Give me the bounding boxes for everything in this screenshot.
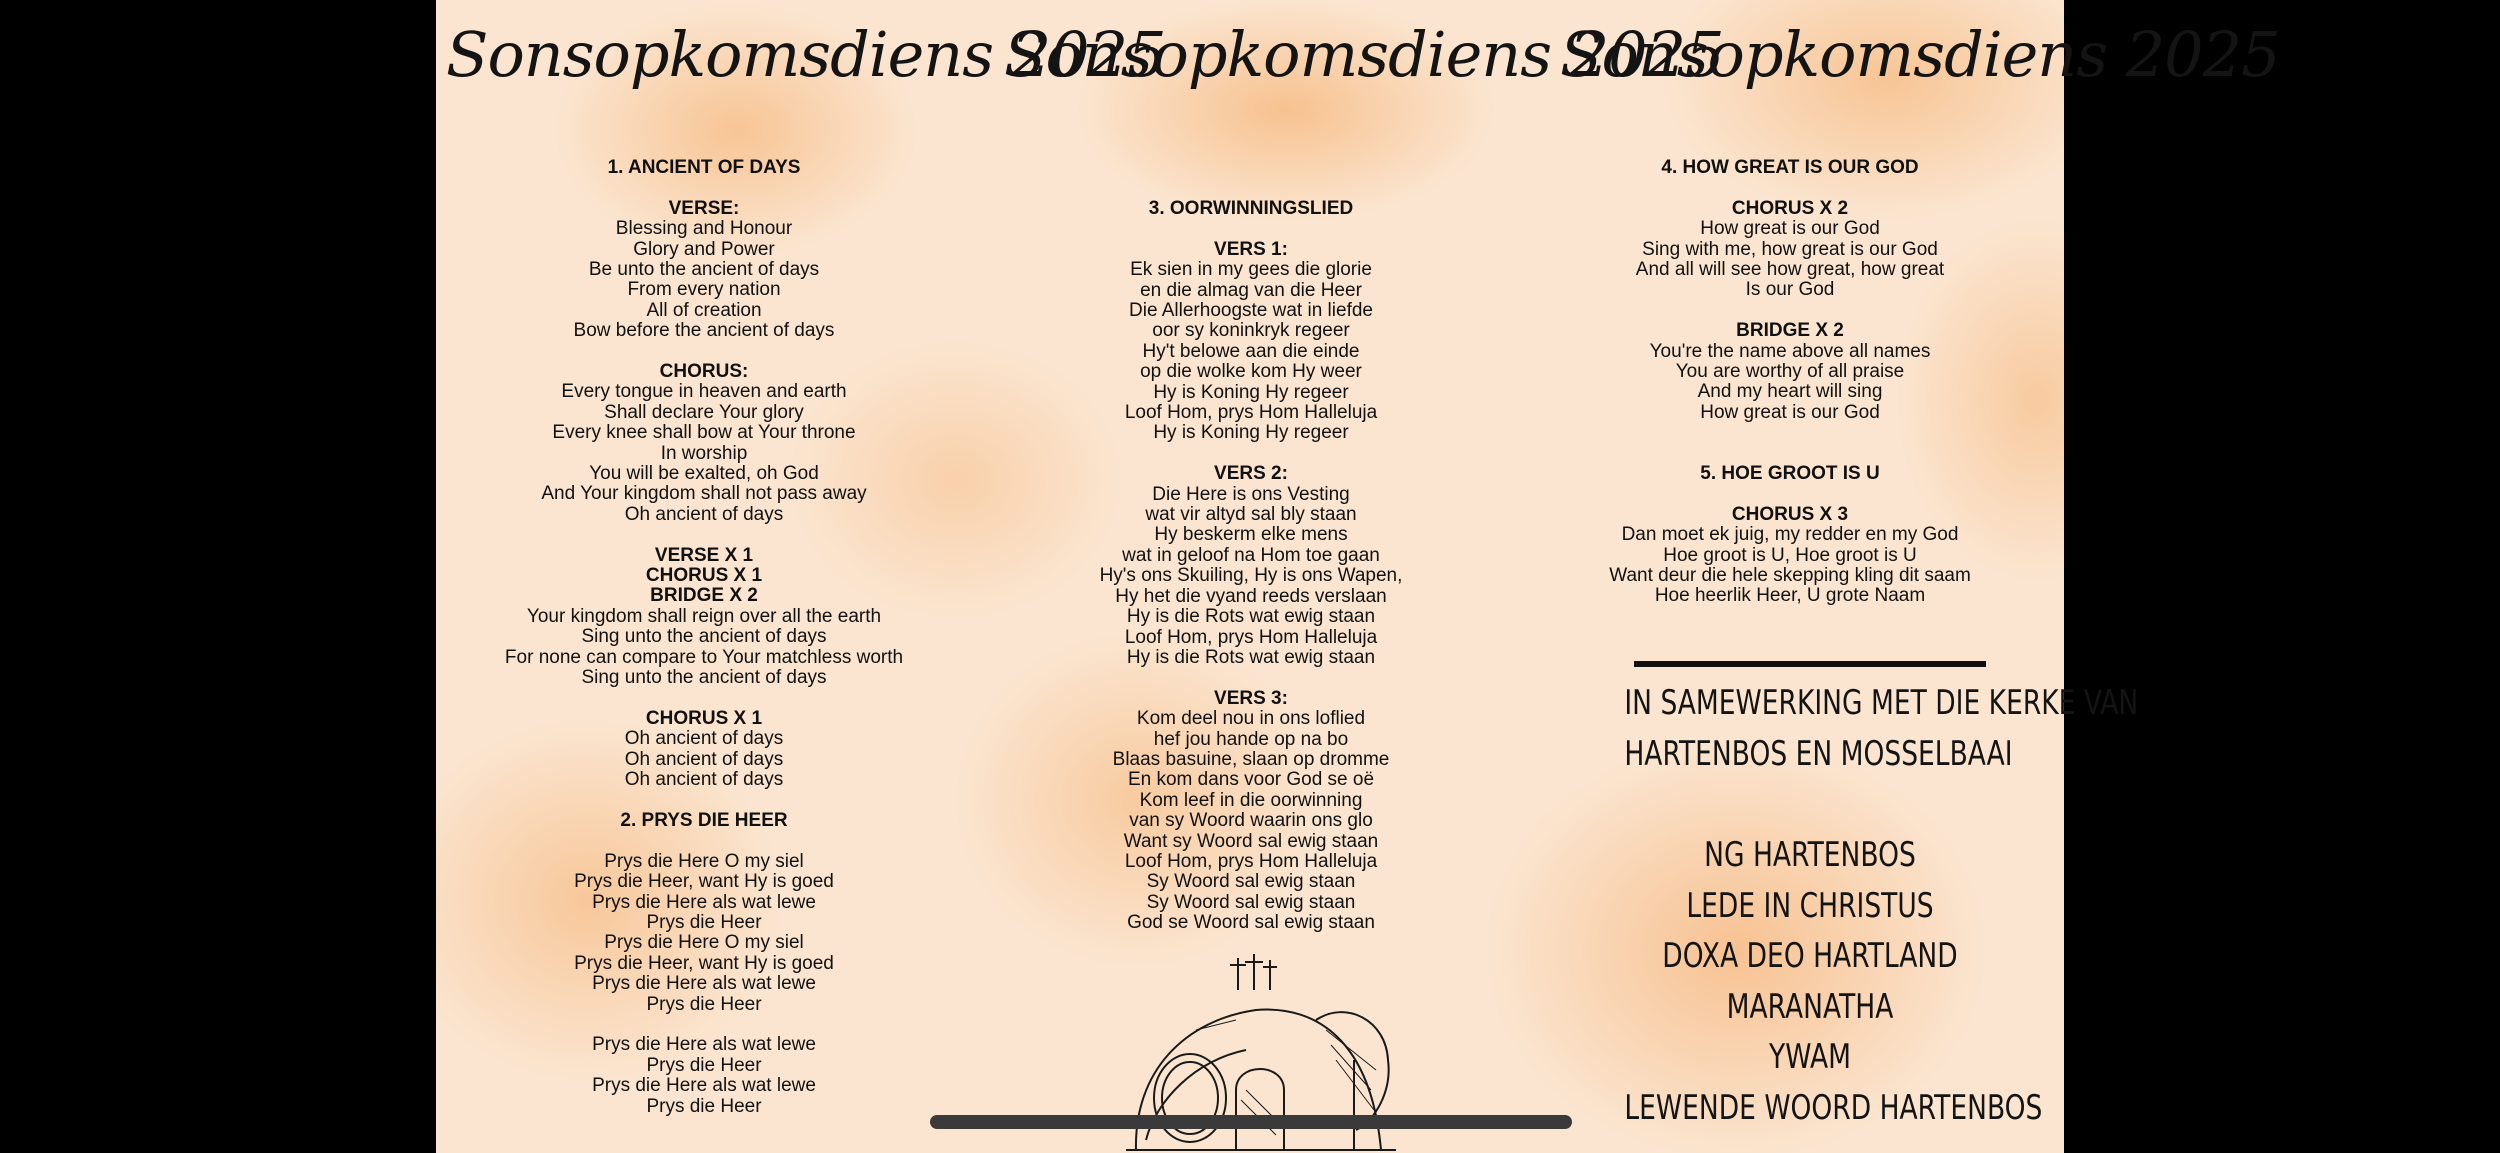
lyric-line: For none can compare to Your matchless worth [504,646,904,668]
page-title-center: Sonsopkomsdiens 2025 [1004,18,1724,91]
song-sheet [436,0,2280,1153]
lyric-line: van sy Woord waarin ons glo [1129,810,1373,832]
lyric-line: Hy is Koning Hy regeer [1153,381,1349,403]
lyric-line: Every knee shall bow at Your throne [552,422,856,444]
lyric-line: You will be exalted, oh God [589,463,819,485]
lyric-heading: 3. OORWINNINGSLIED [1148,198,1354,219]
lyric-line: Prys die Heer [646,1095,762,1117]
lyric-line: Every tongue in heaven and earth [561,381,847,403]
lyric-line: En kom dans voor God se oë [1127,769,1375,791]
lyrics-column-2 [976,199,1526,934]
lyric-line: Loof Hom, prys Hom Halleluja [1124,626,1378,648]
lyric-line: All of creation [646,299,762,321]
lyric-line: Blessing and Honour [615,218,793,240]
lyric-heading: CHORUS X 2 [1731,197,1849,219]
lyric-line: Be unto the ancient of days [588,259,820,281]
lyric-line: Prys die Here als wat lewe [592,973,816,995]
lyric-line: Sing unto the ancient of days [581,667,827,689]
lyric-line: You are worthy of all praise [1675,361,1905,383]
lyric-line [976,668,1526,688]
lyrics-column-3 [1522,158,2058,607]
lyric-heading: CHORUS X 1 [645,707,763,729]
lyric-line: Oh ancient of days [624,503,784,525]
lyric-heading: VERS 2: [1214,463,1288,485]
lyric-line: hef jou hande op na bo [1153,728,1349,750]
partner-heading-line-1: IN SAMEWERKING MET DIE KERKE VAN [1624,683,2139,723]
partner-heading-line-2: HARTENBOS EN MOSSELBAAI [1624,734,2013,774]
lyric-line: Your kingdom shall reign over all the earth [526,605,882,627]
lyric-heading: CHORUS X 3 [1731,503,1849,525]
lyric-line [1522,178,2058,198]
lyric-line: Prys die Heer [646,1054,762,1076]
lyric-line: Oh ancient of days [624,769,784,791]
horizontal-scrollbar[interactable] [930,1115,1572,1129]
lyric-line: Prys die Heer, want Hy is goed [574,952,834,974]
divider-rule [1634,661,1986,667]
lyric-line [436,791,972,811]
lyric-heading: VERSE: [668,197,740,219]
lyric-line: Shall declare Your glory [604,401,804,423]
lyric-line: Hy is die Rots wat ewig staan [1126,606,1376,628]
lyric-line: God se Woord sal ewig staan [1127,912,1375,934]
lyric-line [436,525,972,545]
lyric-line: Kom deel nou in ons loflied [1136,708,1366,730]
lyric-line: oor sy koninkryk regeer [1152,320,1350,342]
lyrics-column-1 [436,158,972,1117]
church-item: DOXA DEO HARTLAND [1662,936,1958,977]
lyric-line: Kom leef in die oorwinning [1139,789,1363,811]
lyric-line: Bow before the ancient of days [573,320,835,342]
lyric-line: Prys die Here als wat lewe [592,1034,816,1056]
lyric-line: op die wolke kom Hy weer [1140,361,1362,383]
church-item: MARANATHA [1726,986,1894,1027]
lyric-heading: 2. PRYS DIE HEER [620,809,788,831]
lyric-heading: 1. ANCIENT OF DAYS [607,157,801,178]
lyric-line [436,831,972,851]
lyric-line: Prys die Heer [646,993,762,1015]
lyric-line [436,178,972,198]
lyric-heading: VERS 1: [1214,238,1288,260]
lyric-line [1522,444,2058,464]
lyric-heading: CHORUS X 1 [645,565,763,587]
lyric-heading: CHORUS: [659,361,749,383]
lyric-line: Prys die Here als wat lewe [592,891,816,913]
page-title-left: Sonsopkomsdiens 2025 [446,18,1166,91]
lyric-line: Hy het die vyand reeds verslaan [1115,585,1387,607]
lyric-line: In worship [660,442,748,464]
page-title-right: Sonsopkomsdiens 2025 [1560,18,2280,91]
lyric-line: Loof Hom, prys Hom Halleluja [1124,402,1378,424]
lyric-line: Die Allerhoogste wat in liefde [1129,300,1373,322]
lyric-line: Oh ancient of days [624,748,784,770]
lyric-line [1522,301,2058,321]
lyric-line: Hy is die Rots wat ewig staan [1126,646,1376,668]
lyric-heading: VERS 3: [1214,687,1288,709]
lyric-line: Loof Hom, prys Hom Halleluja [1124,850,1378,872]
lyric-line [1522,423,2058,443]
lyric-line: Sing with me, how great is our God [1642,238,1938,260]
lyric-line: And Your kingdom shall not pass away [541,483,867,505]
lyric-line: Hy beskerm elke mens [1154,524,1348,546]
lyric-line: Hoe heerlik Heer, U grote Naam [1654,585,1926,607]
lyric-line: Hy is Koning Hy regeer [1153,422,1349,444]
lyric-line: Is our God [1745,279,1835,301]
lyric-line: Prys die Here O my siel [604,932,804,954]
lyric-line: And my heart will sing [1697,381,1883,403]
partner-churches [1624,678,2139,780]
lyric-line: Sy Woord sal ewig staan [1146,871,1356,893]
lyric-line [436,342,972,362]
lyric-line: Sing unto the ancient of days [581,626,827,648]
lyric-line: Blaas basuine, slaan op dromme [1112,748,1390,770]
church-item: LEWENDE WOORD HARTENBOS [1624,1087,2043,1128]
lyric-heading: 4. HOW GREAT IS OUR GOD [1661,157,1919,178]
lyric-line: Die Here is ons Vesting [1152,483,1350,505]
lyric-line: wat in geloof na Hom toe gaan [1122,544,1380,566]
lyric-line [976,444,1526,464]
lyric-line: Prys die Here als wat lewe [592,1075,816,1097]
church-item: NG HARTENBOS [1704,835,1916,875]
church-list [1624,830,2043,1134]
lyric-line: Hy's ons Skuiling, Hy is ons Wapen, [1099,565,1403,587]
lyric-line: Want deur die hele skepping kling dit saam [1609,565,1971,587]
lyric-line: Sy Woord sal ewig staan [1146,891,1356,913]
lyric-line: You're the name above all names [1649,340,1931,362]
lyric-line [436,689,972,709]
lyric-line: Hoe groot is U, Hoe groot is U [1663,544,1917,566]
lyric-heading: BRIDGE X 2 [1736,320,1844,342]
church-item: LEDE IN CHRISTUS [1686,885,1934,926]
lyric-heading: VERSE X 1 [654,544,754,566]
lyric-line: Prys die Heer [646,911,762,933]
lyric-line: How great is our God [1700,218,1880,240]
lyric-line: en die almag van die Heer [1140,279,1362,301]
lyric-line: Dan moet ek juig, my redder en my God [1621,524,1959,546]
church-item: YWAM [1769,1037,1851,1078]
lyric-line: And all will see how great, how great [1635,259,1945,281]
lyric-line: How great is our God [1700,401,1880,423]
lyric-line [976,219,1526,239]
lyric-line: Prys die Here O my siel [604,850,804,872]
lyric-line: Prys die Heer, want Hy is goed [574,871,834,893]
lyric-line: Glory and Power [633,238,775,260]
lyric-line [436,1015,972,1035]
lyric-line: Ek sien in my gees die glorie [1130,259,1372,281]
lyric-line: wat vir altyd sal bly staan [1145,504,1357,526]
lyric-line [1522,484,2058,504]
lyric-line: Hy't belowe aan die einde [1142,340,1360,362]
lyric-line: Want sy Woord sal ewig staan [1123,830,1379,852]
lyric-heading: BRIDGE X 2 [650,585,758,607]
lyric-heading: 5. HOE GROOT IS U [1700,463,1880,485]
lyric-line: From every nation [627,279,781,301]
lyric-line: Oh ancient of days [624,728,784,750]
